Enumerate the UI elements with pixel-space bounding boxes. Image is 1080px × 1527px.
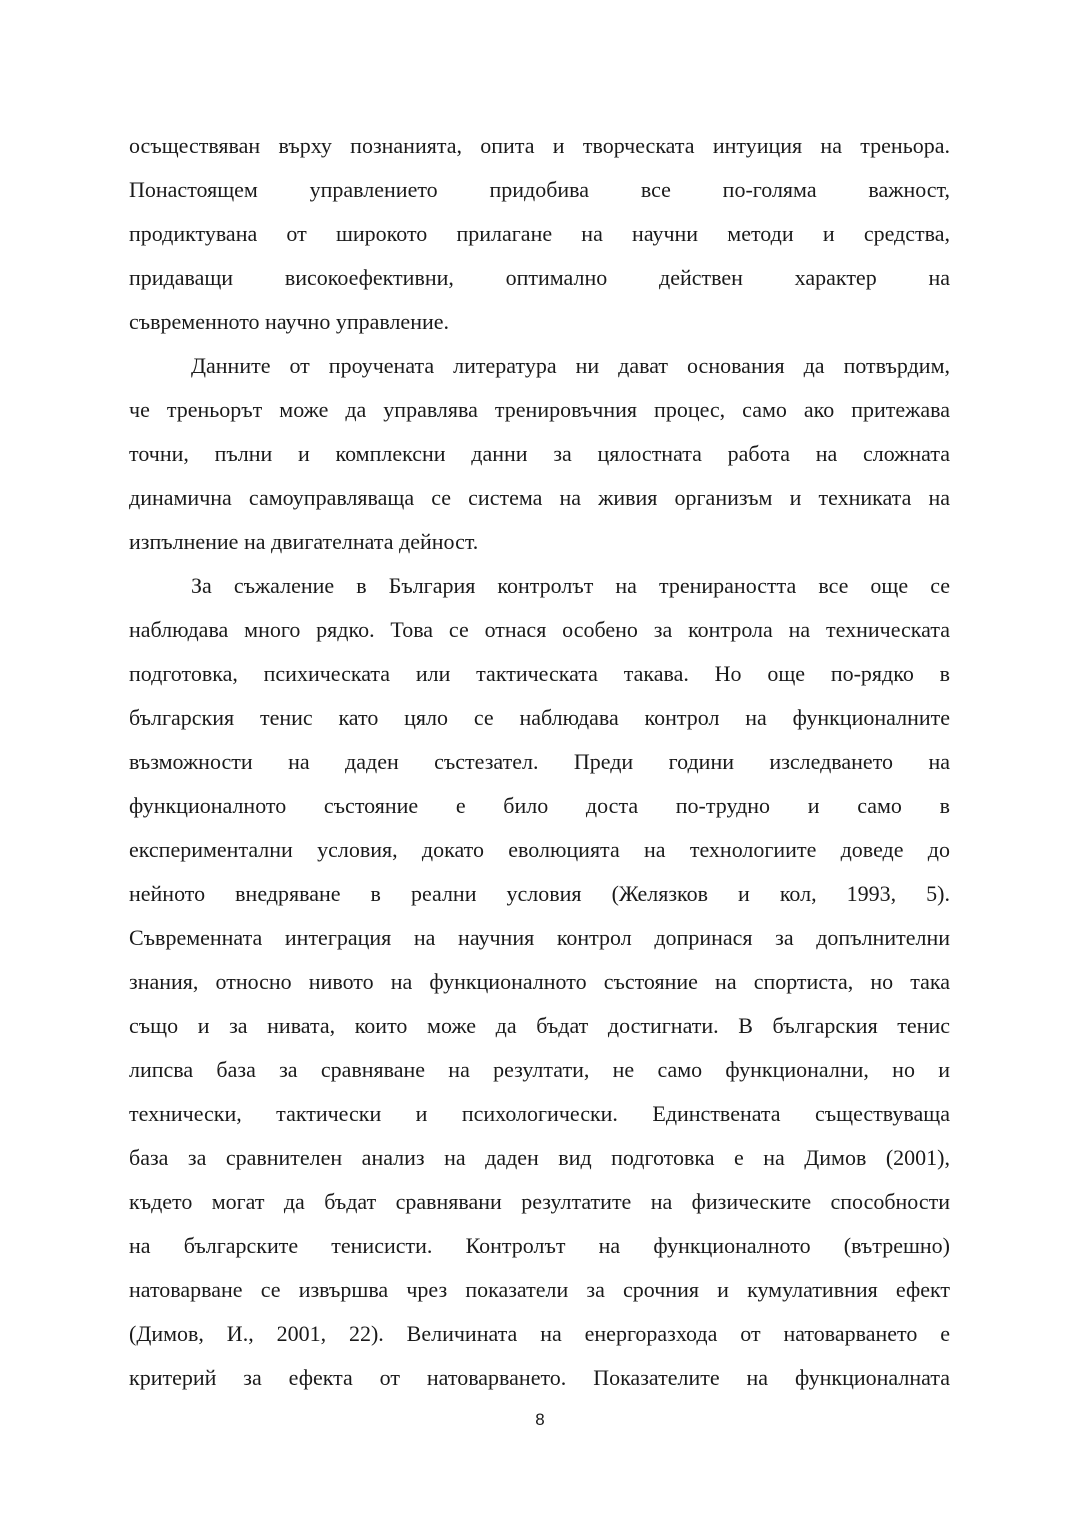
text-line: липсва база за сравняване на резултати, не само функционални, но и	[129, 1057, 950, 1082]
text-line: точни, пълни и комплексни данни за цялостната работа на сложната	[129, 441, 950, 466]
text-line: продиктувана от широкото прилагане на научни методи и средства,	[129, 221, 950, 246]
text-line: където могат да бъдат сравнявани резултатите на физическите способности	[129, 1189, 950, 1214]
text-line: знания, относно нивото на функционалното състояние на спортиста, но така	[129, 969, 950, 994]
text-line: придаващи високоефективни, оптимално действен характер на	[129, 265, 950, 290]
text-line: възможности на даден състезател. Преди години изследването на	[129, 749, 950, 774]
paragraph	[129, 344, 950, 564]
text-line: база за сравнителен анализ на даден вид подготовка е на Димов (2001),	[129, 1145, 950, 1170]
text-line: на българските тенисисти. Контролът на функционалното (вътрешно)	[129, 1233, 950, 1258]
text-line: нейното внедряване в реални условия (Желязков и кол, 1993, 5).	[129, 881, 950, 906]
page-number: 8	[535, 1410, 545, 1429]
text-line: че треньорът може да управлява тренировъчния процес, само ако притежава	[129, 397, 950, 422]
text-line: натоварване се извършва чрез показатели за срочния и кумулативния ефект	[129, 1277, 950, 1302]
text-line: Понастоящем управлението придобива все по-голяма важност,	[129, 177, 950, 202]
text-line: (Димов, И., 2001, 22). Величината на енергоразхода от натоварването е	[129, 1321, 950, 1346]
text-line: българския тенис като цяло се наблюдава контрол на функционалните	[129, 705, 950, 730]
text-line: осъществяван върху познанията, опита и творческата интуиция на треньора.	[129, 133, 950, 158]
text-line: също и за нивата, които може да бъдат достигнати. В българския тенис	[129, 1013, 950, 1038]
paragraph	[129, 124, 950, 344]
text-line: изпълнение на двигателната дейност.	[129, 529, 479, 554]
text-line: подготовка, психическата или тактическата такава. Но още по-рядко в	[129, 661, 950, 686]
body-text	[129, 124, 950, 1400]
text-line: съвременното научно управление.	[129, 309, 450, 334]
text-line: критерий за ефекта от натоварването. Показателите на функционалната	[129, 1365, 950, 1390]
paragraph	[129, 564, 950, 1400]
text-line: Съвременната интеграция на научния контрол допринася за допълнителни	[129, 925, 950, 950]
text-line: Данните от проучената литература ни дават основания да потвърдим,	[191, 353, 950, 378]
text-line: технически, тактически и психологически. Единствената съществуваща	[129, 1101, 950, 1126]
text-line: наблюдава много рядко. Това се отнася особено за контрола на техническата	[129, 617, 950, 642]
text-line: За съжаление в България контролът на тренираността все още се	[191, 573, 950, 598]
text-line: динамична самоуправляваща се система на живия организъм и техниката на	[129, 485, 950, 510]
text-line: функционалното състояние е било доста по-трудно и само в	[129, 793, 950, 818]
text-line: експериментални условия, докато еволюцията на технологиите доведе до	[129, 837, 950, 862]
